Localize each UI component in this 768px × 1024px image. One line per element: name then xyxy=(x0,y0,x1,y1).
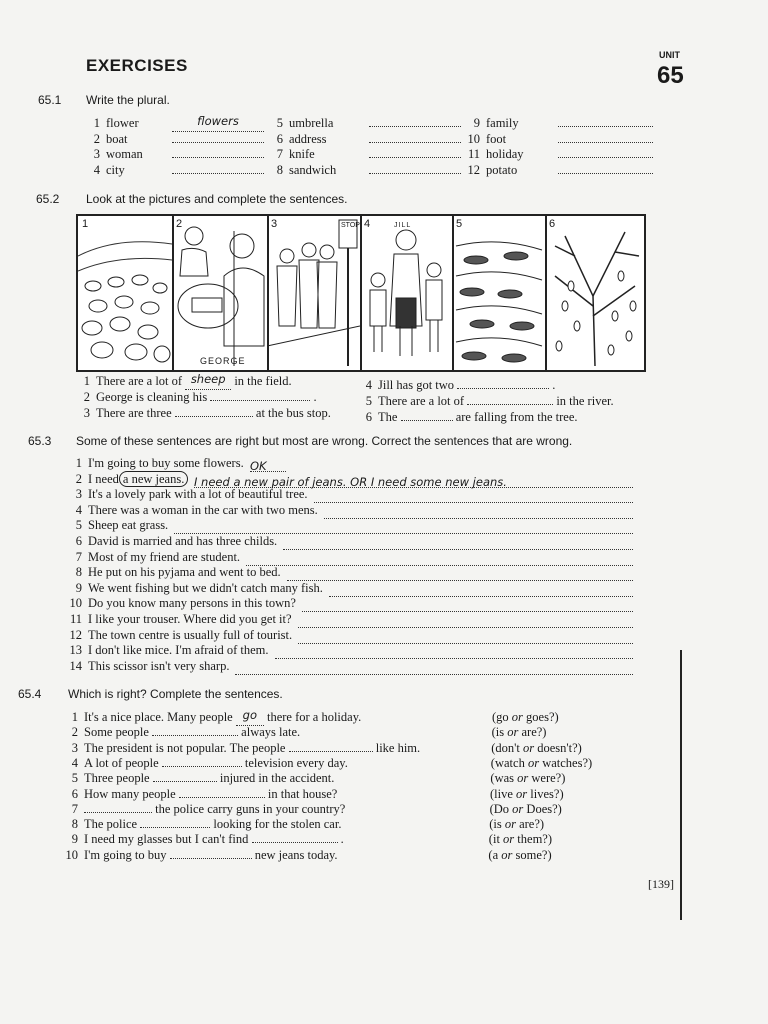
picture-strip xyxy=(76,214,646,372)
choice-b: watches? xyxy=(542,755,589,770)
item-number: 8 xyxy=(71,817,78,832)
exercise-3-instruction: Some of these sentences are right but most are wrong. Correct the sentences that are wrong. xyxy=(76,434,573,448)
choice-hint: (watch or watches?) xyxy=(490,755,593,770)
exercise-2-instruction: Look at the pictures and complete the sentences. xyxy=(86,192,348,206)
ex3-sentence xyxy=(64,565,281,580)
choice-a: go xyxy=(496,710,509,724)
choice-b: Does? xyxy=(526,801,558,816)
sentence-end: at the bus stop. xyxy=(255,406,331,420)
correction-text: I need a new pair of jeans. OR I need some new jeans. xyxy=(194,474,507,489)
item-number: 14 xyxy=(69,658,82,673)
plural-answer[interactable] xyxy=(369,173,461,174)
ex1-item xyxy=(86,147,264,162)
item-number: 6 xyxy=(75,534,82,548)
correction-line[interactable] xyxy=(298,629,633,644)
picture-2 xyxy=(172,216,269,370)
choice-a: was xyxy=(494,771,515,786)
sentence-answer[interactable] xyxy=(401,420,453,421)
choice-or: or xyxy=(507,725,519,740)
sentence-end: new jeans today. xyxy=(254,847,338,862)
ex2-sentence xyxy=(358,394,614,409)
picture-1 xyxy=(78,216,174,370)
item-word: flower xyxy=(106,116,139,130)
sentence-start: The xyxy=(378,410,398,424)
plural-answer[interactable] xyxy=(558,126,653,127)
sentence-end: always late. xyxy=(241,725,301,740)
item-number: 6 xyxy=(71,786,78,801)
choice-hint: (was or were?) xyxy=(490,771,566,786)
choice-hint: (it or them?) xyxy=(488,832,553,847)
item-number: 4 xyxy=(365,378,372,392)
ex1-item xyxy=(86,163,264,178)
choice-a: a xyxy=(492,847,499,862)
george-illustration xyxy=(172,216,267,370)
exercise-4-number: 65.4 xyxy=(18,687,42,701)
plural-answer[interactable] xyxy=(172,142,264,143)
item-number: 1 xyxy=(93,116,100,130)
falling-leaves-tree-illustration xyxy=(545,216,644,370)
item-number: 3 xyxy=(83,406,90,420)
ex4-sentence xyxy=(60,832,344,847)
sentence-text: This scissor isn't very sharp. xyxy=(88,658,230,673)
choice-a: don't xyxy=(495,740,520,755)
picture-2-caption: GEORGE xyxy=(200,356,246,366)
correction-line[interactable] xyxy=(246,551,633,566)
choice-hint: (don't or doesn't?) xyxy=(491,740,582,755)
item-number: 2 xyxy=(93,131,100,146)
choice-answer[interactable] xyxy=(252,842,338,843)
choice-answer[interactable] xyxy=(153,781,217,782)
choice-answer-text: go xyxy=(242,708,258,722)
sentence-text: Sheep eat grass. xyxy=(88,518,169,533)
ex3-sentence xyxy=(64,550,240,565)
sheep-field-illustration xyxy=(78,216,172,370)
picture-1-number: 1 xyxy=(82,218,89,230)
sentence-end: in the field. xyxy=(234,374,292,388)
choice-a: Do xyxy=(493,801,510,816)
bus-stop-illustration xyxy=(267,216,360,370)
item-number: 5 xyxy=(365,394,372,408)
choice-answer[interactable] xyxy=(162,766,242,767)
item-number: 10 xyxy=(65,847,78,862)
sentence-end: in that house? xyxy=(267,786,338,801)
item-number: 2 xyxy=(71,725,78,740)
choice-answer[interactable] xyxy=(152,735,238,736)
item-word: family xyxy=(486,116,519,130)
sentence-end: like him. xyxy=(375,740,421,755)
item-number: 7 xyxy=(75,549,82,564)
correction-line[interactable] xyxy=(275,644,633,659)
item-number: 4 xyxy=(71,755,78,770)
sentence-text: I don't like mice. I'm afraid of them. xyxy=(88,643,269,658)
picture-4 xyxy=(360,216,454,370)
picture-4-number: 4 xyxy=(364,218,371,230)
ex1-item xyxy=(86,116,264,132)
sentence-text: It's a lovely park with a lot of beautiful tree. xyxy=(88,487,308,502)
choice-or: or xyxy=(517,771,529,786)
item-word: potato xyxy=(486,162,518,177)
correction-line[interactable] xyxy=(287,566,633,581)
sentence-end: are falling from the tree. xyxy=(455,410,578,424)
item-number: 11 xyxy=(467,147,480,161)
ex4-sentence xyxy=(60,725,300,740)
correction-line[interactable] xyxy=(329,582,633,597)
item-number: 8 xyxy=(75,565,82,580)
picture-2-number: 2 xyxy=(176,218,183,230)
item-number: 2 xyxy=(75,471,82,486)
item-number: 3 xyxy=(71,740,78,755)
choice-or: or xyxy=(503,832,515,847)
ex2-sentence xyxy=(76,406,331,421)
ex3-sentence xyxy=(64,503,318,518)
item-number: 12 xyxy=(467,162,480,177)
sentence-end: in the river. xyxy=(556,394,614,408)
sentence-end: television every day. xyxy=(244,755,348,770)
ex3-sentence xyxy=(64,581,323,596)
choice-answer[interactable] xyxy=(289,751,373,752)
choice-b: them? xyxy=(517,832,548,847)
choice-or: or xyxy=(516,786,528,801)
sentence-end: looking for the stolen car. xyxy=(213,817,342,832)
choice-hint: (a or some?) xyxy=(488,847,552,862)
ex4-sentence xyxy=(60,817,341,832)
sentence-start: I'm going to buy xyxy=(84,847,167,862)
ex4-sentence xyxy=(60,710,361,726)
exercise-4-instruction: Which is right? Complete the sentences. xyxy=(68,687,283,701)
picture-5 xyxy=(452,216,547,370)
plural-answer[interactable] xyxy=(369,142,461,143)
item-number: 9 xyxy=(71,832,78,847)
correction-line[interactable] xyxy=(302,597,633,612)
item-number: 10 xyxy=(69,596,82,611)
exercise-1-instruction: Write the plural. xyxy=(86,93,170,107)
ex3-sentence xyxy=(64,628,292,643)
sentence-text: I need xyxy=(88,471,119,486)
item-number: 5 xyxy=(71,771,78,786)
choice-hint: (Do or Does?) xyxy=(489,801,562,816)
correction-line[interactable] xyxy=(314,488,633,503)
item-number: 6 xyxy=(365,410,372,424)
sentence-start: The police xyxy=(84,817,138,832)
item-word: foot xyxy=(486,131,507,146)
sentence-text: The town centre is usually full of tourist. xyxy=(88,627,293,642)
sentence-end: . xyxy=(313,390,317,404)
ex3-sentence xyxy=(64,643,269,658)
sentence-start: George is cleaning his xyxy=(96,390,208,404)
plural-answer[interactable] xyxy=(172,173,264,174)
item-word: city xyxy=(106,162,125,177)
sentence-start: There are three xyxy=(96,406,172,420)
correction-line[interactable] xyxy=(235,660,633,675)
ex1-item xyxy=(466,132,653,147)
ex4-sentence xyxy=(60,771,334,786)
sentence-start: A lot of people xyxy=(84,755,159,770)
choice-b: were? xyxy=(531,771,562,786)
sentence-end: . xyxy=(340,832,344,847)
item-word: boat xyxy=(106,131,128,146)
plural-answer[interactable] xyxy=(558,173,653,174)
sentence-text: Do you know many persons in this town? xyxy=(88,596,296,611)
plural-answer[interactable] xyxy=(172,157,264,158)
item-word: knife xyxy=(289,147,315,161)
sentence-start: There are a lot of xyxy=(96,374,183,388)
ex3-sentence xyxy=(64,518,168,533)
item-number: 13 xyxy=(69,643,82,658)
ex3-sentence xyxy=(64,487,308,502)
ex1-item xyxy=(269,163,461,178)
choice-or: or xyxy=(511,710,523,724)
circled-error: a new jeans. xyxy=(119,471,188,487)
choice-hint: (live or lives?) xyxy=(490,786,564,801)
ex1-item xyxy=(466,116,653,131)
sentence-answer-text: sheep xyxy=(190,372,226,386)
correction-line[interactable] xyxy=(298,613,633,628)
ex2-sentence xyxy=(76,390,317,405)
choice-b: doesn't? xyxy=(537,740,578,755)
ex4-sentence xyxy=(60,848,338,863)
item-number: 4 xyxy=(93,162,100,177)
item-word: umbrella xyxy=(289,116,334,130)
choice-or: or xyxy=(512,801,524,816)
choice-a: is xyxy=(495,725,505,740)
correction-line[interactable] xyxy=(283,535,633,550)
sentence-answer[interactable] xyxy=(185,374,231,390)
sentence-start: Jill has got two xyxy=(378,378,455,392)
margin-rule xyxy=(680,650,682,920)
picture-6-number: 6 xyxy=(549,218,556,230)
item-number: 2 xyxy=(83,390,90,404)
ex2-sentence xyxy=(358,378,555,393)
ex4-sentence xyxy=(60,802,345,817)
item-number: 3 xyxy=(93,147,100,161)
choice-answer[interactable] xyxy=(84,812,152,813)
item-number: 1 xyxy=(75,456,82,470)
choice-hint: (is or are?) xyxy=(489,817,545,832)
item-number: 9 xyxy=(75,580,82,595)
ex3-sentence xyxy=(64,659,229,674)
sentence-answer[interactable] xyxy=(457,388,549,389)
sentence-answer[interactable] xyxy=(467,404,553,405)
choice-b: goes? xyxy=(526,710,555,724)
choice-answer[interactable] xyxy=(140,827,210,828)
sentence-end: the police carry guns in your country? xyxy=(155,801,346,816)
correction-line[interactable] xyxy=(194,473,633,488)
ex3-sentence xyxy=(64,612,292,627)
jill-illustration xyxy=(360,216,452,370)
sentence-text: I'm going to buy some flowers. xyxy=(88,456,244,470)
plural-answer[interactable] xyxy=(558,142,653,143)
choice-hint: (go or goes?) xyxy=(492,710,559,724)
ex3-sentence xyxy=(64,534,277,549)
sentence-text: He put on his pyjama and went to bed. xyxy=(88,565,281,580)
sentence-start: It's a nice place. Many people xyxy=(84,710,233,724)
sentence-start: Some people xyxy=(84,725,149,740)
sentence-start: How many people xyxy=(84,786,176,801)
choice-b: are? xyxy=(521,725,543,740)
choice-a: it xyxy=(492,832,500,847)
item-number: 6 xyxy=(276,131,283,146)
sentence-text: Most of my friend are student. xyxy=(88,549,241,564)
picture-4-caption: JILL xyxy=(394,222,412,229)
picture-5-number: 5 xyxy=(456,218,463,230)
correction-line[interactable] xyxy=(250,457,286,472)
stop-sign-label: STOP xyxy=(341,222,360,229)
item-number: 7 xyxy=(71,801,78,816)
sentence-start: Three people xyxy=(84,771,150,786)
exercises-title: EXERCISES xyxy=(86,56,188,75)
ex4-sentence xyxy=(60,756,348,771)
correction-line[interactable] xyxy=(324,504,633,519)
correction-text: OK xyxy=(250,459,267,473)
ex1-item xyxy=(269,132,461,147)
item-number: 5 xyxy=(276,116,283,130)
item-number: 5 xyxy=(75,518,82,533)
item-number: 4 xyxy=(75,502,82,517)
choice-hint: (is or are?) xyxy=(491,725,547,740)
item-number: 3 xyxy=(75,487,82,502)
ex4-sentence xyxy=(60,787,337,802)
unit-label: UNIT xyxy=(659,50,680,60)
picture-6 xyxy=(545,216,644,370)
item-number: 12 xyxy=(69,627,82,642)
choice-or: or xyxy=(527,755,540,770)
sentence-text: There was a woman in the car with two mens. xyxy=(88,502,318,517)
plural-answer[interactable] xyxy=(172,116,264,132)
sentence-end: . xyxy=(552,378,556,392)
picture-3 xyxy=(267,216,362,370)
sentence-start: The president is not popular. The people xyxy=(84,740,286,755)
choice-or: or xyxy=(522,740,535,755)
exercise-3-number: 65.3 xyxy=(28,434,52,448)
choice-b: are? xyxy=(519,817,540,832)
choice-a: watch xyxy=(494,755,525,770)
ex3-sentence xyxy=(64,472,188,487)
item-number: 11 xyxy=(69,612,82,626)
choice-answer[interactable] xyxy=(179,797,265,798)
sentence-text: I like your trouser. Where did you get it? xyxy=(88,612,292,626)
sentence-text: We went fishing but we didn't catch many fish. xyxy=(88,580,323,595)
choice-answer[interactable] xyxy=(236,710,264,726)
item-number: 8 xyxy=(276,162,283,177)
choice-b: lives? xyxy=(530,786,560,801)
correction-line[interactable] xyxy=(174,519,633,534)
ex2-sentence xyxy=(358,410,578,425)
plural-answer[interactable] xyxy=(558,157,653,158)
item-number: 1 xyxy=(71,710,78,724)
sentence-end: injured in the accident. xyxy=(219,771,335,786)
choice-a: is xyxy=(493,817,502,832)
choice-or: or xyxy=(501,847,513,862)
item-word: woman xyxy=(106,147,143,161)
choice-a: live xyxy=(494,786,513,801)
ex1-item xyxy=(269,116,461,131)
plural-answer-text: flowers xyxy=(197,114,239,128)
page-number: [139] xyxy=(648,877,674,891)
ex1-item xyxy=(466,163,653,178)
ex2-sentence xyxy=(76,374,292,390)
ex1-item xyxy=(86,132,264,147)
sentence-answer[interactable] xyxy=(210,400,310,401)
item-number: 10 xyxy=(467,131,480,146)
item-word: address xyxy=(289,131,327,146)
sentence-start: I need my glasses but I can't find xyxy=(84,832,249,847)
ex4-sentence xyxy=(60,741,420,756)
item-number: 7 xyxy=(276,147,283,161)
choice-answer[interactable] xyxy=(170,858,252,859)
unit-number: 65 xyxy=(657,62,684,89)
exercise-1-number: 65.1 xyxy=(38,93,62,107)
picture-3-number: 3 xyxy=(271,218,278,230)
sentence-end: there for a holiday. xyxy=(266,710,362,724)
item-word: holiday xyxy=(486,147,524,161)
item-number: 1 xyxy=(83,374,90,388)
item-word: sandwich xyxy=(289,162,337,177)
plural-answer[interactable] xyxy=(369,157,461,158)
plural-answer[interactable] xyxy=(369,126,461,127)
fish-river-illustration xyxy=(452,216,545,370)
sentence-text: David is married and has three childs. xyxy=(88,534,278,548)
choice-or: or xyxy=(504,817,516,832)
ex3-sentence xyxy=(64,596,296,611)
exercise-2-number: 65.2 xyxy=(36,192,60,206)
sentence-answer[interactable] xyxy=(175,416,253,417)
ex1-item xyxy=(466,147,653,162)
ex3-sentence xyxy=(64,456,244,471)
sentence-start: There are a lot of xyxy=(378,394,465,408)
ex1-item xyxy=(269,147,461,162)
item-number: 9 xyxy=(473,116,480,130)
choice-b: some? xyxy=(515,847,548,862)
